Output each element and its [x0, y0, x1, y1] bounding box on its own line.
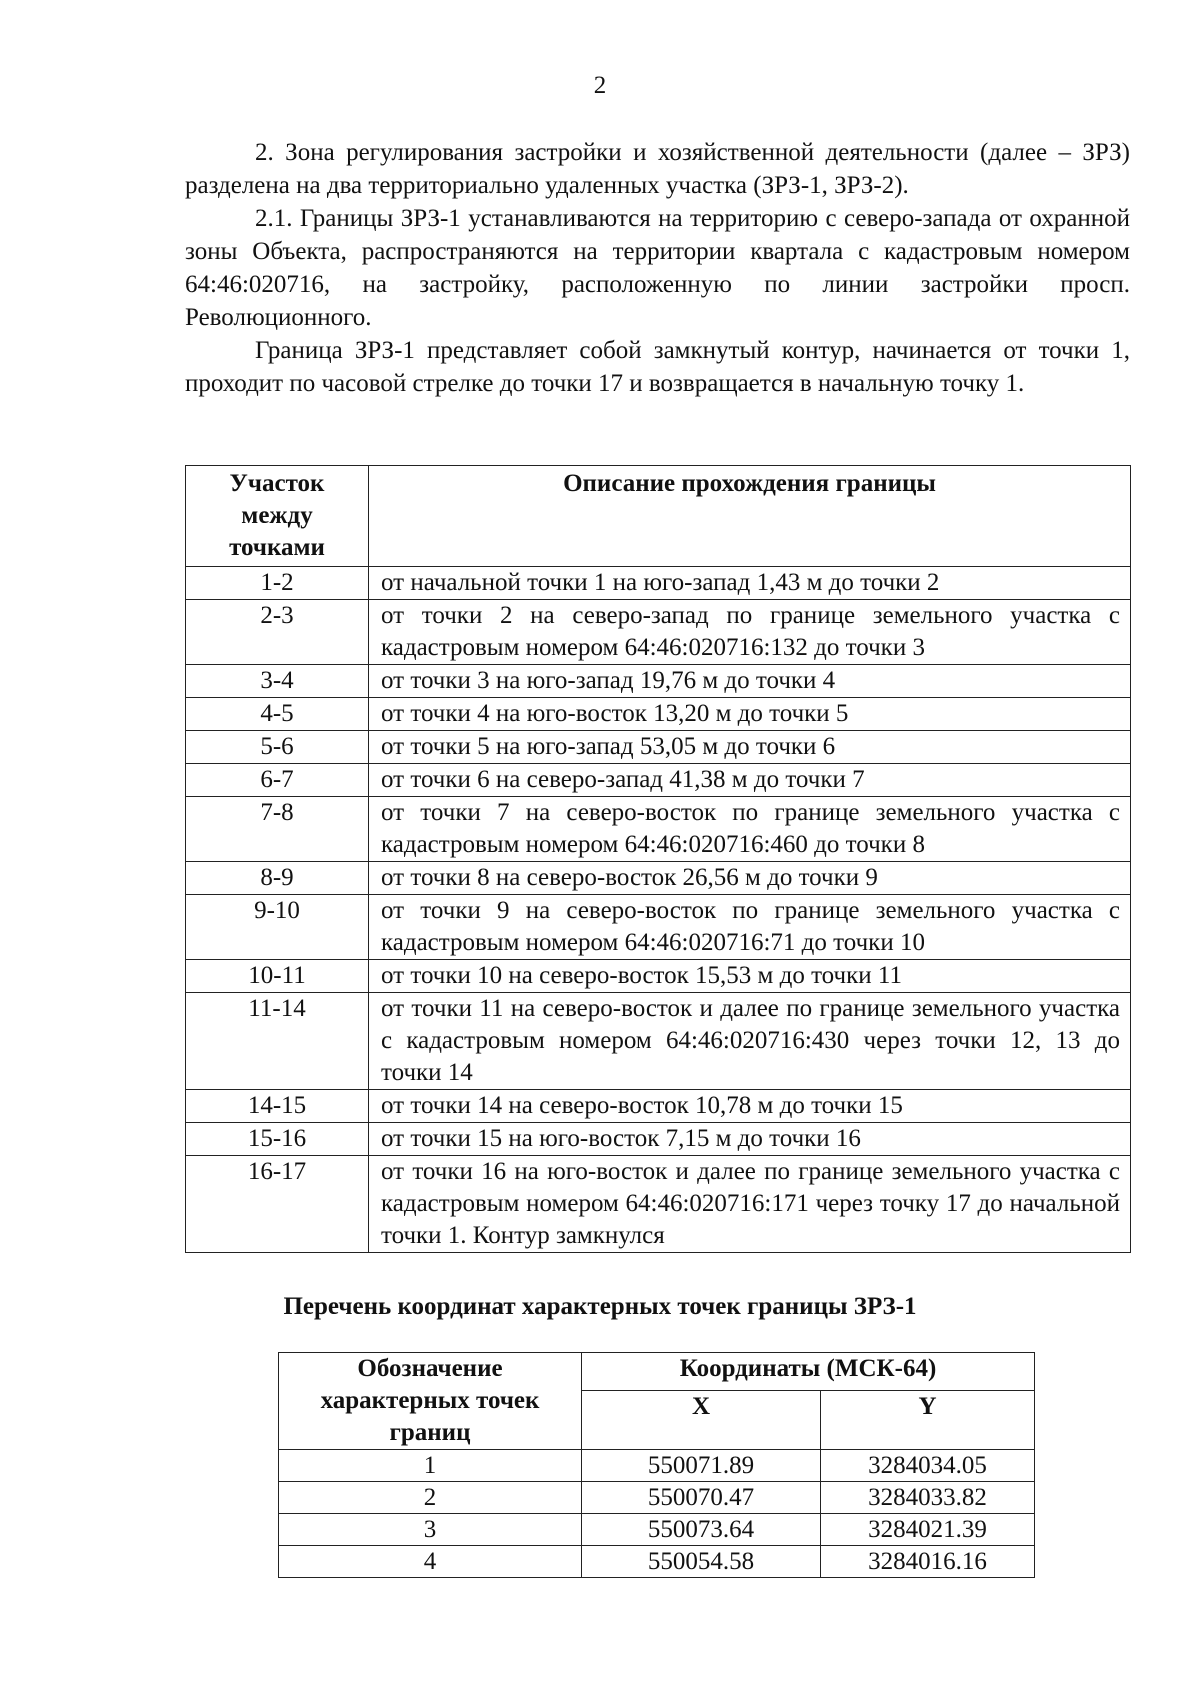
description-cell: от точки 8 на северо-восток 26,56 м до точки 9 [369, 862, 1131, 895]
segment-cell: 9-10 [186, 895, 369, 960]
boundary-table-body [186, 567, 1131, 1253]
x-coordinate-cell: 550054.58 [582, 1546, 821, 1578]
segment-cell: 1-2 [186, 567, 369, 600]
table-row [186, 600, 1131, 665]
coordinates-table [278, 1352, 1035, 1578]
description-cell: от точки 14 на северо-восток 10,78 м до точки 15 [369, 1090, 1131, 1123]
description-cell: от точки 5 на юго-запад 53,05 м до точки 6 [369, 731, 1131, 764]
table-header-row [186, 466, 1131, 567]
point-cell: 2 [279, 1482, 582, 1514]
table-row [279, 1482, 1035, 1514]
header-y: Y [821, 1391, 1035, 1450]
table-row [186, 993, 1131, 1090]
table-row [279, 1514, 1035, 1546]
segment-cell: 10-11 [186, 960, 369, 993]
body-text [185, 136, 1130, 400]
boundary-description-table [185, 465, 1131, 1253]
header-x: X [582, 1391, 821, 1450]
description-cell: от точки 10 на северо-восток 15,53 м до точки 11 [369, 960, 1131, 993]
coords-table-body [279, 1450, 1035, 1578]
table-row [186, 731, 1131, 764]
y-coordinate-cell: 3284021.39 [821, 1514, 1035, 1546]
paragraph-zrz1-contour: Граница ЗРЗ-1 представляет собой замкнутый контур, начинается от точки 1, проходит по часовой стрелке до точки 17 и возвращается в начальную точку 1. [185, 337, 1130, 397]
segment-cell: 2-3 [186, 600, 369, 665]
segment-cell: 7-8 [186, 797, 369, 862]
paragraph-zrz1-boundaries: 2.1. Границы ЗРЗ-1 устанавливаются на территорию с северо-запада от охранной зоны Объекта, распространяются на территории квартала с кадастровым номером 64:46:020716, на застройку, расположенную по линии застройки просп. Революционного. [185, 205, 1130, 331]
header-point-designation: Обозначение характерных точек границ [279, 1353, 582, 1450]
x-coordinate-cell: 550070.47 [582, 1482, 821, 1514]
description-cell: от начальной точки 1 на юго-запад 1,43 м до точки 2 [369, 567, 1131, 600]
segment-cell: 15-16 [186, 1123, 369, 1156]
table-row [186, 1123, 1131, 1156]
table-row [186, 862, 1131, 895]
table-row [186, 797, 1131, 862]
table-row [186, 1156, 1131, 1253]
segment-cell: 11-14 [186, 993, 369, 1090]
segment-cell: 16-17 [186, 1156, 369, 1253]
segment-cell: 8-9 [186, 862, 369, 895]
x-coordinate-cell: 550071.89 [582, 1450, 821, 1482]
table-row [186, 567, 1131, 600]
description-cell: от точки 4 на юго-восток 13,20 м до точки 5 [369, 698, 1131, 731]
table-row [279, 1546, 1035, 1578]
segment-cell: 14-15 [186, 1090, 369, 1123]
point-cell: 4 [279, 1546, 582, 1578]
point-cell: 3 [279, 1514, 582, 1546]
table-row [186, 764, 1131, 797]
segment-cell: 3-4 [186, 665, 369, 698]
description-cell: от точки 7 на северо-восток по границе земельного участка с кадастровым номером 64:46:020716:460 до точки 8 [369, 797, 1131, 862]
table-row [186, 1090, 1131, 1123]
description-cell: от точки 6 на северо-запад 41,38 м до точки 7 [369, 764, 1131, 797]
table-row [186, 960, 1131, 993]
table-row [279, 1450, 1035, 1482]
point-cell: 1 [279, 1450, 582, 1482]
x-coordinate-cell: 550073.64 [582, 1514, 821, 1546]
description-cell: от точки 2 на северо-запад по границе земельного участка с кадастровым номером 64:46:020716:132 до точки 3 [369, 600, 1131, 665]
description-cell: от точки 16 на юго-восток и далее по границе земельного участка с кадастровым номером 64:46:020716:171 через точку 17 до начальной точки 1. Контур замкнулся [369, 1156, 1131, 1253]
description-cell: от точки 15 на юго-восток 7,15 м до точки 16 [369, 1123, 1131, 1156]
coords-section-title: Перечень координат характерных точек границы ЗРЗ-1 [283, 1293, 917, 1320]
y-coordinate-cell: 3284033.82 [821, 1482, 1035, 1514]
description-cell: от точки 9 на северо-восток по границе земельного участка с кадастровым номером 64:46:020716:71 до точки 10 [369, 895, 1131, 960]
header-description: Описание прохождения границы [369, 466, 1131, 567]
table-row [186, 698, 1131, 731]
header-segment: Участок между точками [186, 466, 369, 567]
paragraph-zone-intro: 2. Зона регулирования застройки и хозяйственной деятельности (далее – ЗРЗ) разделена на два территориально удаленных участка (ЗРЗ-1, ЗРЗ-2). [185, 139, 1130, 199]
description-cell: от точки 11 на северо-восток и далее по границе земельного участка с кадастровым номером 64:46:020716:430 через точки 12, 13 до точки 14 [369, 993, 1131, 1090]
header-coordinates: Координаты (МСК-64) [582, 1353, 1035, 1391]
table-row [186, 665, 1131, 698]
y-coordinate-cell: 3284034.05 [821, 1450, 1035, 1482]
page-number: 2 [593, 72, 607, 99]
segment-cell: 5-6 [186, 731, 369, 764]
y-coordinate-cell: 3284016.16 [821, 1546, 1035, 1578]
description-cell: от точки 3 на юго-запад 19,76 м до точки 4 [369, 665, 1131, 698]
segment-cell: 4-5 [186, 698, 369, 731]
table-row [186, 895, 1131, 960]
segment-cell: 6-7 [186, 764, 369, 797]
coords-header-row [279, 1353, 1035, 1391]
